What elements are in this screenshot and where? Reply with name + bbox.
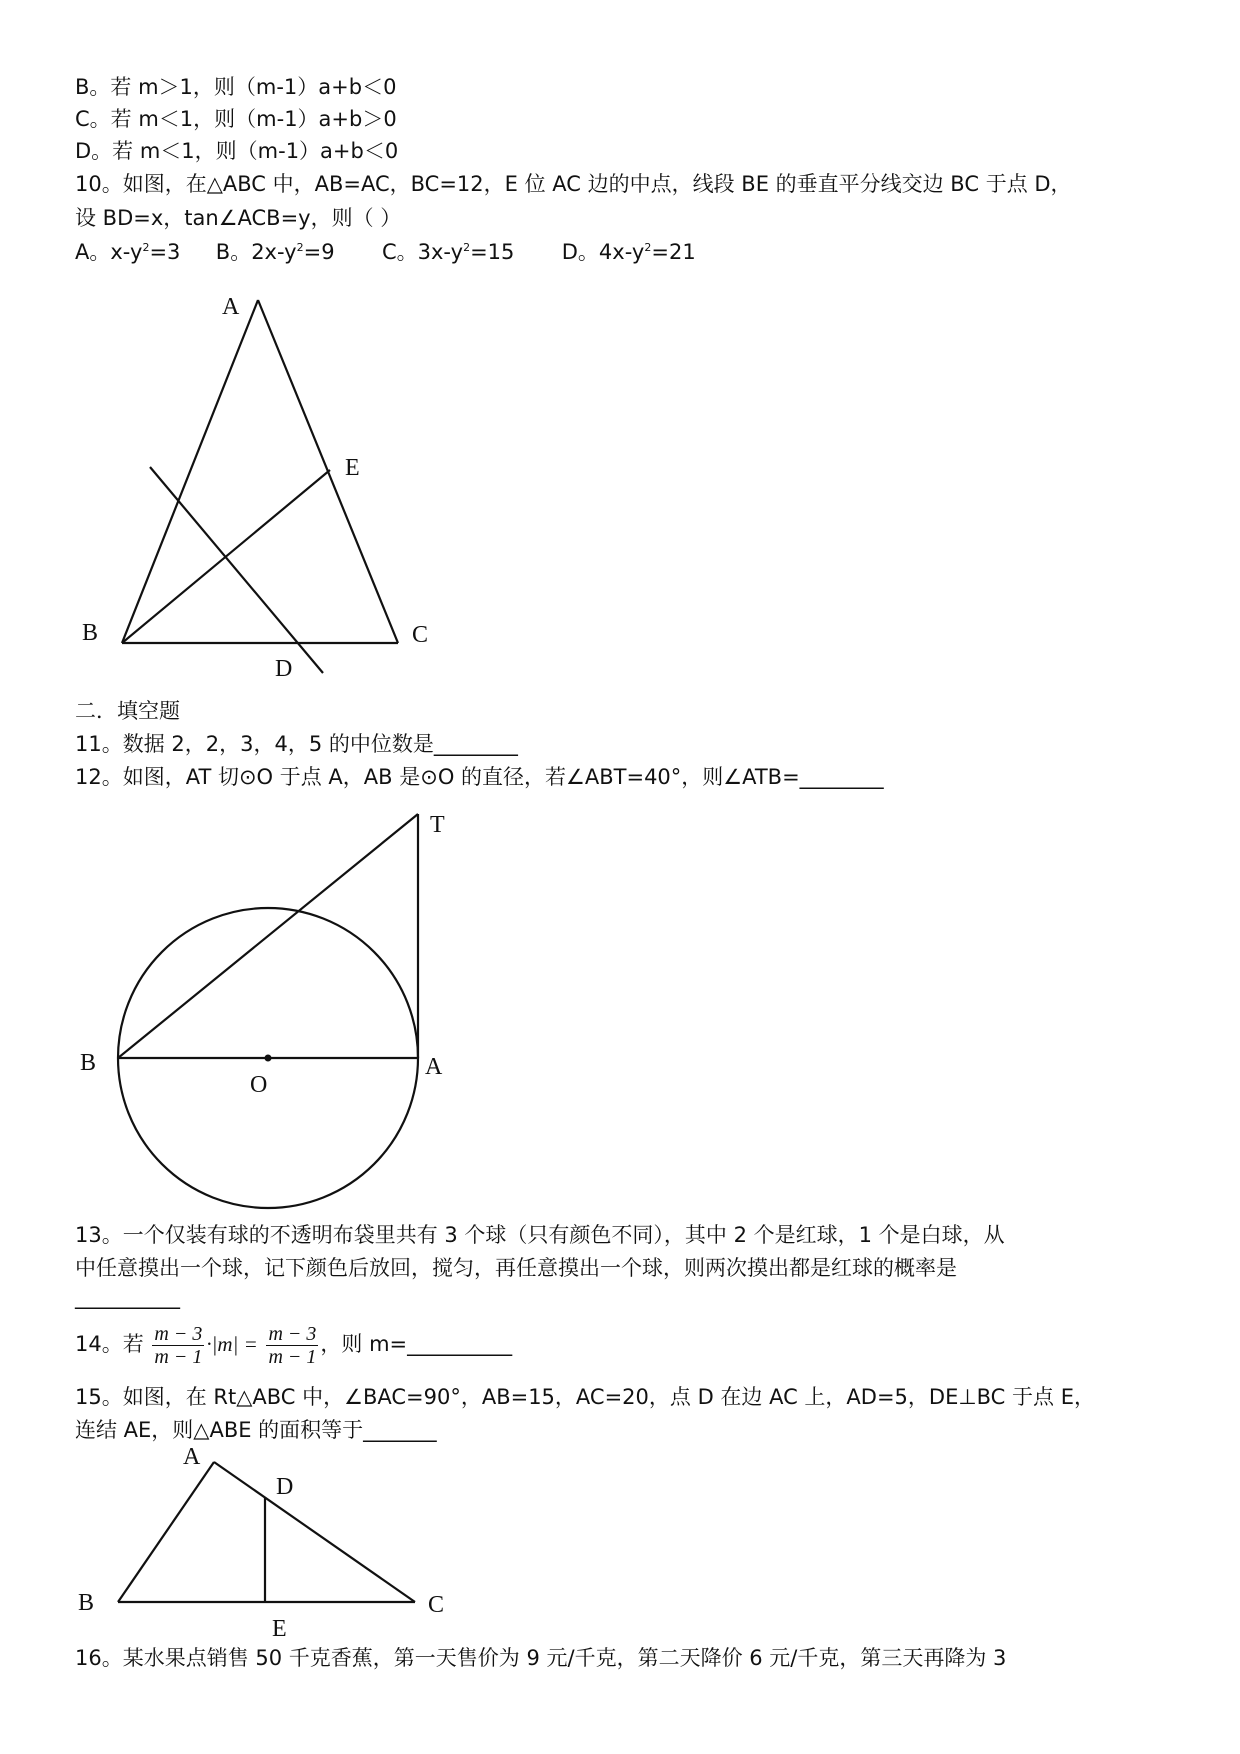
- question-13-line1: 13。一个仅装有球的不透明布袋里共有 3 个球（只有颜色不同），其中 2 个是红球，1 个是白球，从: [75, 1223, 1005, 1247]
- option-c-q10: C。$3x-y^2=15$: [381, 240, 515, 264]
- label-c: C: [412, 622, 429, 648]
- label-d: D: [275, 656, 293, 682]
- question-14: 14。若 $\frac{m - 3}{m - 1}$ ·|m| = $\frac{m - 3}{m - 1}$ ，则 m=__________: [75, 1322, 513, 1368]
- label-d: D: [276, 1474, 294, 1500]
- option-d-q9: D。若 m＜1，则（m-1）a+b＜0: [75, 139, 399, 163]
- question-15-line2: 连结 AE，则△ABE 的面积等于_______: [75, 1418, 437, 1442]
- label-b: B: [80, 1050, 97, 1076]
- label-e: E: [272, 1616, 287, 1642]
- question-13-blank: __________: [75, 1285, 180, 1309]
- segment-ab: [118, 1462, 214, 1602]
- label-a: A: [183, 1444, 201, 1470]
- option-a-q10: A。$x-y^2=3$: [75, 240, 181, 264]
- label-b: B: [82, 620, 99, 646]
- question-15-line1: 15。如图，在 Rt△ABC 中，∠BAC=90°，AB=15，AC=20，点 D 在边 AC 上，AD=5，DE⊥BC 于点 E，: [75, 1385, 1095, 1409]
- option-d-q10: D。$4x-y^2=21$: [561, 240, 696, 264]
- fraction-right: $\frac{m - 3}{m - 1}$: [268, 1322, 317, 1368]
- option-b-q10: B。$2x-y^2=9$: [215, 240, 335, 264]
- section-2-heading: 二．填空题: [75, 699, 180, 723]
- label-b: B: [78, 1590, 95, 1616]
- question-16: 16。某水果点销售 50 千克香蕉，第一天售价为 9 元/千克，第二天降价 6 元/千克，第三天再降为 3: [75, 1646, 1007, 1670]
- label-a: A: [425, 1054, 443, 1080]
- question-10-line1: 10。如图，在△ABC 中，AB=AC，BC=12，E 位 AC 边的中点，线段 BE 的垂直平分线交边 BC 于点 D，: [75, 172, 1072, 196]
- question-12: 12。如图，AT 切⊙O 于点 A，AB 是⊙O 的直径，若∠ABT=40°，则∠ATB=________: [75, 765, 884, 789]
- label-e: E: [345, 455, 360, 481]
- question-10-line2: 设 BD=x，tan∠ACB=y，则（ ）: [75, 206, 402, 230]
- label-c: C: [428, 1592, 445, 1618]
- question-11: 11。数据 2，2，3，4，5 的中位数是________: [75, 732, 518, 756]
- option-c-q9: C。若 m＜1，则（m-1）a+b＞0: [75, 107, 397, 131]
- segment-ac: [214, 1462, 415, 1602]
- label-o: O: [250, 1072, 268, 1098]
- question-13-line2: 中任意摸出一个球，记下颜色后放回，搅匀，再任意摸出一个球，则两次摸出都是红球的概率是: [75, 1256, 957, 1280]
- fraction-left: $\frac{m - 3}{m - 1}$: [154, 1322, 203, 1368]
- option-b-q9: B。若 m＞1，则（m-1）a+b＜0: [75, 75, 397, 99]
- label-a: A: [222, 294, 240, 320]
- label-t: T: [430, 812, 445, 838]
